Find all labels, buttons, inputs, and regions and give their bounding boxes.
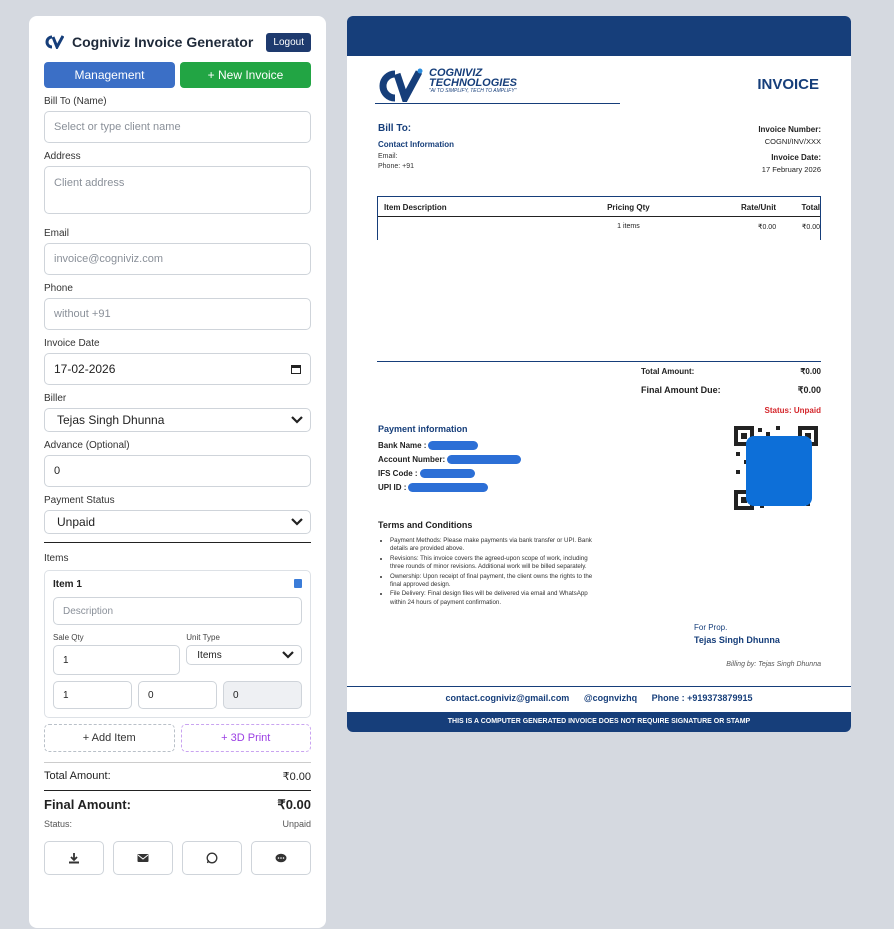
redacted-account-number <box>447 455 521 464</box>
contact-handle: @cognvizhq <box>583 693 638 703</box>
invoice-meta <box>758 125 821 181</box>
payment-status-select[interactable] <box>44 510 311 534</box>
final-amount-value: ₹0.00 <box>277 797 311 812</box>
invoice-status: Status: Unpaid <box>764 406 821 415</box>
terms-item: • Ownership: Upon receipt of final payment, the client owns the rights to the final approved design. <box>390 573 598 590</box>
bill-to-heading: Bill To: <box>378 123 412 134</box>
qr-code <box>732 424 820 512</box>
table-header <box>378 197 820 217</box>
payment-status-value: Unpaid <box>57 515 96 529</box>
management-button[interactable]: Management <box>44 62 175 88</box>
cell-description <box>384 223 579 231</box>
sale-qty-input[interactable]: 1 <box>53 645 180 675</box>
ifs-code-label: IFS Code : <box>378 469 418 478</box>
email-label: Email <box>44 228 70 239</box>
invoice-total-label: Total Amount: <box>641 367 695 376</box>
divider <box>44 542 311 543</box>
biller-value: Tejas Singh Dhunna <box>57 413 165 427</box>
item-field-c: 0 <box>223 681 302 709</box>
invoice-title: INVOICE <box>757 76 819 93</box>
payment-status-label: Payment Status <box>44 495 115 506</box>
invoice-totals <box>641 367 821 405</box>
whatsapp-button[interactable] <box>182 841 242 875</box>
contact-email: contact.cogniviz@gmail.com <box>445 693 570 703</box>
terms-item: • Revisions: This invoice covers the agreed-upon scope of work, including three rounds of minor revisions. Additional work will be billed separately. <box>390 555 598 572</box>
table-bottom-line <box>377 361 821 362</box>
email-button[interactable] <box>113 841 173 875</box>
payment-info <box>378 424 521 497</box>
status-value: Unpaid <box>282 819 311 829</box>
terms-item: • File Delivery: Final design files will be delivered via email and WhatsApp within 24 hours of payment confirmation. <box>390 590 598 607</box>
col-rate-unit: Rate/Unit <box>740 203 777 212</box>
company-tagline: "AI TO SIMPLIFY, TECH TO AMPLIFY" <box>429 88 517 94</box>
final-due-value: ₹0.00 <box>797 385 821 395</box>
terms-heading: Terms and Conditions <box>378 520 473 530</box>
final-amount-row <box>44 791 311 813</box>
billing-by: Billing by: Tejas Singh Dhunna <box>726 661 821 668</box>
redacted-ifs-code <box>420 469 475 478</box>
unit-type-select[interactable] <box>186 645 302 665</box>
invoice-header-band <box>347 16 851 56</box>
for-prop-label: For Prop. <box>694 623 728 632</box>
total-amount-value: ₹0.00 <box>282 771 311 783</box>
invoice-total-value: ₹0.00 <box>800 367 821 376</box>
cell-total: ₹0.00 <box>801 224 820 231</box>
terms-item: • Payment Methods: Please make payments via bank transfer or UPI. Bank details are provided above. <box>390 537 598 554</box>
redacted-upi-id <box>408 483 488 492</box>
advance-input[interactable]: 0 <box>44 455 311 487</box>
download-button[interactable] <box>44 841 104 875</box>
address-input[interactable]: Client address <box>44 166 311 214</box>
company-logo <box>375 68 620 104</box>
cogniviz-logo-icon <box>375 68 425 102</box>
invoice-number: COGNI/INV/XXX <box>764 137 821 146</box>
biller-label: Biller <box>44 393 67 404</box>
items-table <box>377 196 821 240</box>
cell-qty: 1 items <box>617 223 640 230</box>
whatsapp-icon <box>206 852 218 864</box>
phone-input[interactable]: without +91 <box>44 298 311 330</box>
bill-to-block <box>378 123 454 170</box>
chat-button[interactable] <box>251 841 311 875</box>
invoice-preview <box>347 16 851 732</box>
company-name <box>429 68 517 88</box>
payment-heading: Payment information <box>378 424 468 434</box>
item-field-a[interactable]: 1 <box>53 681 132 709</box>
item-card <box>44 570 311 718</box>
download-icon <box>68 852 80 864</box>
panel-header <box>44 30 311 54</box>
chevron-down-icon <box>290 415 304 425</box>
email-input[interactable]: invoice@cogniviz.com <box>44 243 311 275</box>
chevron-down-icon <box>290 517 304 527</box>
logout-button[interactable]: Logout <box>266 33 311 52</box>
sale-qty-label: Sale Qty <box>53 633 84 642</box>
bill-to-input[interactable]: Select or type client name <box>44 111 311 143</box>
invoice-date: 17 February 2026 <box>761 165 821 174</box>
invoice-date-label: Invoice Date <box>44 338 100 349</box>
col-pricing-qty: Pricing Qty <box>607 203 650 212</box>
terms-and-conditions <box>378 520 598 608</box>
invoice-date-input[interactable] <box>44 353 311 385</box>
cell-rate: ₹0.00 <box>758 224 777 231</box>
chevron-down-icon <box>281 650 295 660</box>
3d-print-button[interactable]: + 3D Print <box>181 724 312 752</box>
computer-generated-note: THIS IS A COMPUTER GENERATED INVOICE DOES NOT REQUIRE SIGNATURE OR STAMP <box>347 712 851 732</box>
bill-to-label: Bill To (Name) <box>44 96 107 107</box>
company-name-line1: COGNIVIZ <box>429 67 483 79</box>
bill-to-email: Email: <box>378 153 398 160</box>
total-amount-label: Total Amount: <box>44 770 111 782</box>
contact-info-label: Contact Information <box>378 140 454 149</box>
app-title: Cogniviz Invoice Generator <box>72 34 254 50</box>
status-row <box>44 819 311 829</box>
email-icon <box>137 853 149 863</box>
invoice-number-label: Invoice Number: <box>758 125 821 134</box>
signature-block <box>694 623 780 645</box>
cogniviz-logo-icon <box>44 35 64 49</box>
items-label: Items <box>44 553 69 564</box>
unit-type-label: Unit Type <box>186 633 220 642</box>
redacted-bank-name <box>428 441 478 450</box>
biller-select[interactable] <box>44 408 311 432</box>
status-label: Status: <box>44 819 73 829</box>
add-item-button[interactable]: + Add Item <box>44 724 175 752</box>
calendar-icon[interactable] <box>291 364 301 374</box>
final-due-label: Final Amount Due: <box>641 385 721 395</box>
upi-id-label: UPI ID : <box>378 483 407 492</box>
unit-type-value: Items <box>197 649 222 661</box>
item-description-input[interactable]: Description <box>53 597 302 625</box>
invoice-date-label: Invoice Date: <box>771 153 821 162</box>
bank-name-label: Bank Name : <box>378 441 427 450</box>
total-amount-row <box>44 763 311 790</box>
invoice-date-value: 17-02-2026 <box>54 362 116 376</box>
new-invoice-button[interactable]: + New Invoice <box>180 62 311 88</box>
item-title: Item 1 <box>53 579 82 590</box>
chat-icon <box>275 853 287 864</box>
company-name-line2: TECHNOLOGIES <box>429 77 518 89</box>
invoice-form-panel <box>29 16 326 928</box>
col-total: Total <box>801 203 820 212</box>
table-row <box>378 217 820 231</box>
copy-icon[interactable] <box>294 579 302 588</box>
contact-phone: Phone : +919373879915 <box>651 693 753 703</box>
prop-name: Tejas Singh Dhunna <box>694 635 780 645</box>
col-item-description: Item Description <box>384 203 447 212</box>
item-field-b[interactable]: 0 <box>138 681 217 709</box>
advance-label: Advance (Optional) <box>44 440 130 451</box>
address-label: Address <box>44 151 81 162</box>
phone-label: Phone <box>44 283 73 294</box>
bill-to-phone: Phone: +91 <box>378 163 415 170</box>
contact-footer <box>347 686 851 703</box>
account-number-label: Account Number: <box>378 455 446 464</box>
final-amount-label: Final Amount: <box>44 797 131 812</box>
